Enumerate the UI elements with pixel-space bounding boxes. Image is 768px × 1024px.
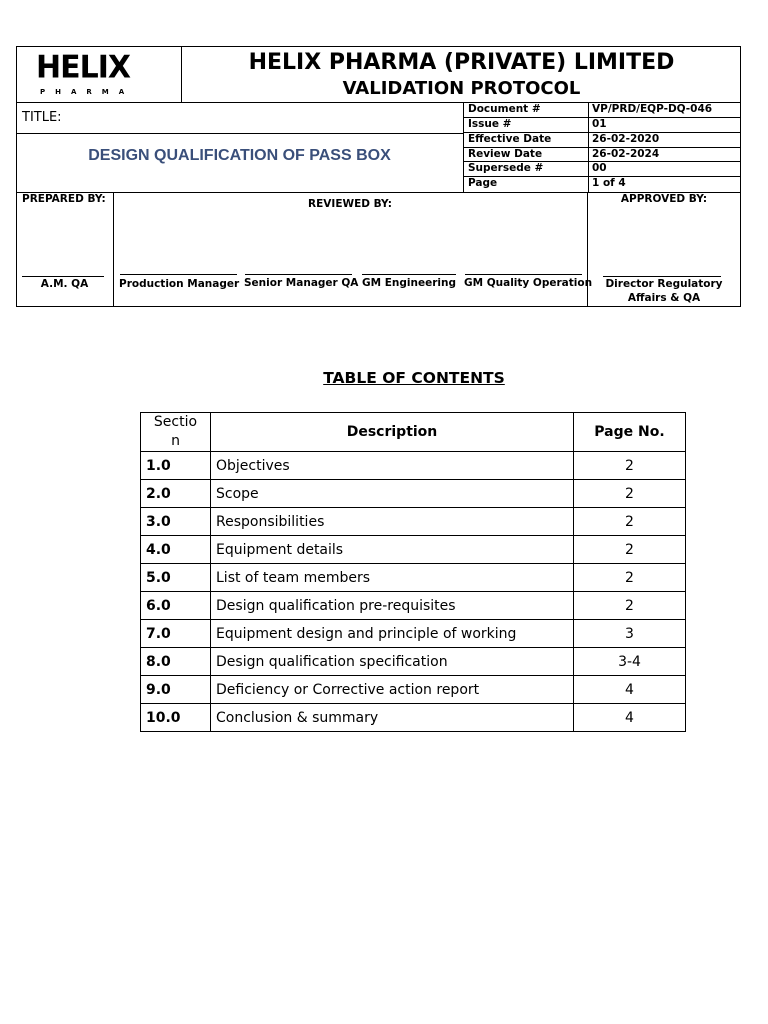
column-header: Description [211, 413, 574, 452]
section-number: 3.0 [141, 508, 211, 536]
toc-table [140, 412, 686, 732]
section-number: 10.0 [141, 704, 211, 732]
page-number: 4 [574, 676, 686, 704]
table-row [141, 620, 686, 648]
page-number: 2 [574, 480, 686, 508]
preparer-title: A.M. QA [40, 278, 89, 290]
section-number: 8.0 [141, 648, 211, 676]
meta-value: 26-02-2024 [592, 148, 660, 160]
divider [16, 133, 463, 134]
reviewer-title: Production Manager [119, 278, 240, 290]
page-number: 2 [574, 536, 686, 564]
column-header: Sectio n [141, 413, 211, 452]
reviewer-title: GM Engineering [362, 277, 456, 289]
section-number: 2.0 [141, 480, 211, 508]
section-number: 1.0 [141, 452, 211, 480]
document-title: DESIGN QUALIFICATION OF PASS BOX [88, 147, 391, 164]
table-row [141, 564, 686, 592]
section-description: List of team members [211, 564, 574, 592]
meta-key: Supersede # [468, 162, 544, 174]
meta-value: VP/PRD/EQP-DQ-046 [592, 103, 713, 115]
section-description: Equipment details [211, 536, 574, 564]
section-description: Responsibilities [211, 508, 574, 536]
toc-title: TABLE OF CONTENTS [323, 369, 505, 387]
company-logo-subtext: PHARMA [40, 88, 135, 96]
meta-key: Page [468, 177, 498, 189]
table-row [141, 676, 686, 704]
section-description: Objectives [211, 452, 574, 480]
signature-line [245, 274, 352, 275]
column-header: Page No. [574, 413, 686, 452]
section-description: Design qualification pre-requisites [211, 592, 574, 620]
page-number: 2 [574, 452, 686, 480]
page-number: 2 [574, 564, 686, 592]
table-row [141, 452, 686, 480]
meta-key: Effective Date [468, 133, 552, 145]
section-number: 4.0 [141, 536, 211, 564]
meta-value: 00 [592, 162, 607, 174]
page-number: 2 [574, 508, 686, 536]
page-number: 3-4 [574, 648, 686, 676]
reviewer-title: GM Quality Operation [464, 277, 593, 289]
reviewed-by-label: REVIEWED BY: [308, 198, 392, 210]
section-description: Scope [211, 480, 574, 508]
section-number: 5.0 [141, 564, 211, 592]
table-header-row [141, 413, 686, 452]
signature-line [465, 274, 582, 275]
signature-line [120, 274, 237, 275]
signature-line [603, 276, 721, 277]
approver-title: Director Regulatory [605, 278, 723, 290]
section-description: Design qualification specification [211, 648, 574, 676]
meta-key: Issue # [468, 118, 512, 130]
signature-line [22, 276, 104, 277]
protocol-type: VALIDATION PROTOCOL [342, 78, 581, 99]
section-number: 9.0 [141, 676, 211, 704]
table-row [141, 508, 686, 536]
page-number: 3 [574, 620, 686, 648]
page-number: 4 [574, 704, 686, 732]
page-number: 2 [574, 592, 686, 620]
meta-value: 26-02-2020 [592, 133, 660, 145]
meta-value: 01 [592, 118, 607, 130]
table-row [141, 704, 686, 732]
section-number: 6.0 [141, 592, 211, 620]
meta-key: Document # [468, 103, 541, 115]
table-row [141, 592, 686, 620]
section-description: Equipment design and principle of working [211, 620, 574, 648]
section-number: 7.0 [141, 620, 211, 648]
meta-key: Review Date [468, 148, 543, 160]
reviewer-title: Senior Manager QA [244, 277, 359, 289]
section-description: Conclusion & summary [211, 704, 574, 732]
prepared-by-label: PREPARED BY: [22, 193, 106, 205]
table-row [141, 480, 686, 508]
section-description: Deficiency or Corrective action report [211, 676, 574, 704]
company-name: HELIX PHARMA (PRIVATE) LIMITED [248, 50, 675, 75]
table-row [141, 536, 686, 564]
title-label: TITLE: [22, 110, 62, 125]
company-logo: HELIX [36, 49, 131, 86]
table-row [141, 648, 686, 676]
meta-value: 1 of 4 [592, 177, 626, 189]
approver-title: Affairs & QA [627, 292, 701, 304]
approved-by-label: APPROVED BY: [620, 193, 708, 205]
signature-line [362, 274, 456, 275]
